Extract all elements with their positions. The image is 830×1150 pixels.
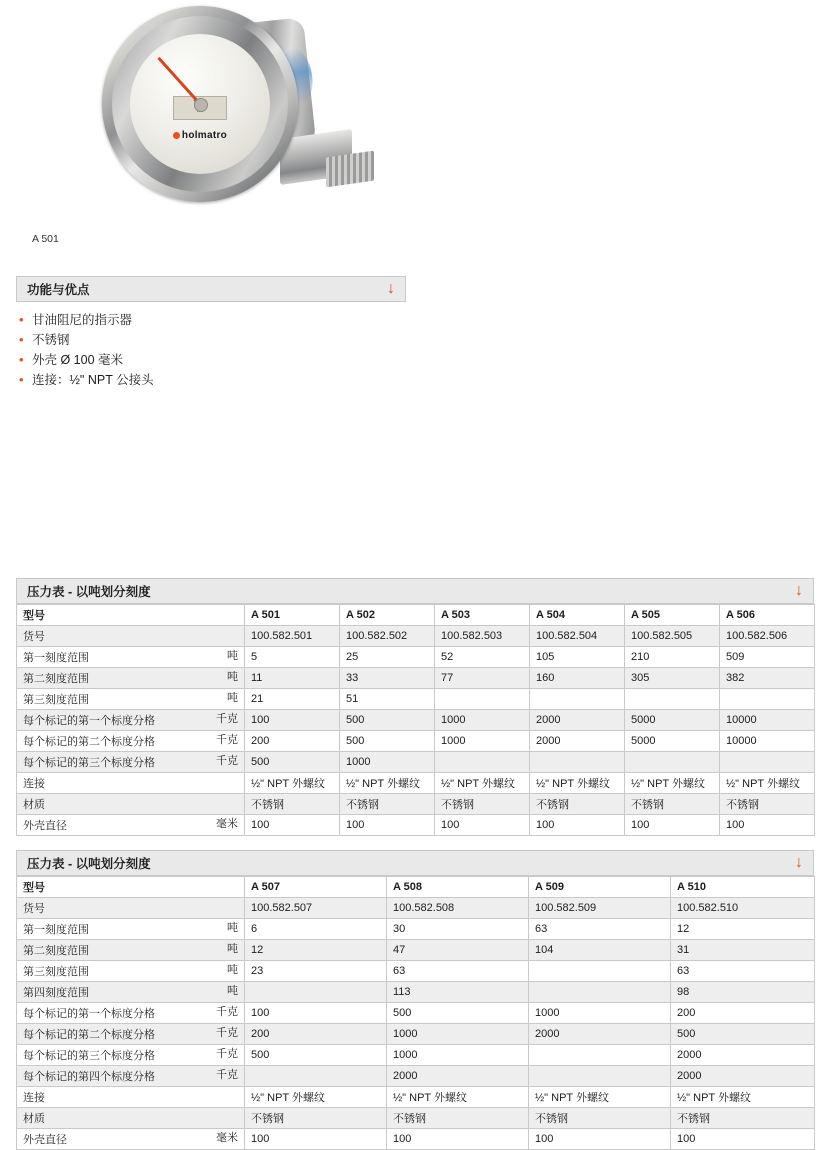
table-row xyxy=(17,1129,815,1150)
row-unit: 吨 xyxy=(227,671,238,683)
table-cell: 21 xyxy=(245,689,340,710)
row-label xyxy=(17,961,245,982)
table-cell xyxy=(720,752,815,773)
table-cell: 100 xyxy=(435,815,530,836)
table-cell: 200 xyxy=(245,1024,387,1045)
list-item: • 外壳 Ø 100 毫米 xyxy=(16,350,814,370)
table-cell: 100 xyxy=(245,710,340,731)
table-cell: 100.582.502 xyxy=(340,626,435,647)
row-unit: 千克 xyxy=(216,755,238,767)
table-cell: 10000 xyxy=(720,731,815,752)
table-cell: 不锈钢 xyxy=(387,1108,529,1129)
row-unit: 千克 xyxy=(216,1048,238,1060)
row-unit: 吨 xyxy=(227,985,238,997)
spec-table-1-header xyxy=(16,578,814,604)
table-row xyxy=(17,773,815,794)
row-label-text: 每个标记的第一个标度分格 xyxy=(23,1008,155,1020)
table-cell: A 507 xyxy=(245,877,387,898)
table-cell: 104 xyxy=(529,940,671,961)
table-row xyxy=(17,794,815,815)
table-cell: 100.582.505 xyxy=(625,626,720,647)
table-row xyxy=(17,940,815,961)
table-row xyxy=(17,731,815,752)
table-cell: A 510 xyxy=(671,877,815,898)
row-label-text: 每个标记的第二个标度分格 xyxy=(23,736,155,748)
row-label-text: 外壳直径 xyxy=(23,1134,67,1146)
row-label xyxy=(17,940,245,961)
table-cell: 63 xyxy=(529,919,671,940)
table-cell: 不锈钢 xyxy=(245,1108,387,1129)
arrow-down-icon: ↓ xyxy=(795,582,803,599)
table-row xyxy=(17,647,815,668)
table-cell: ½" NPT 外螺纹 xyxy=(530,773,625,794)
row-label xyxy=(17,898,245,919)
gauge-dial-face xyxy=(130,34,270,174)
row-label xyxy=(17,605,245,626)
row-label xyxy=(17,794,245,815)
product-caption: A 501 xyxy=(32,233,59,245)
table-row xyxy=(17,815,815,836)
spec-table-2 xyxy=(16,876,815,1150)
row-label-text: 每个标记的第二个标度分格 xyxy=(23,1029,155,1041)
row-label-text: 第二刻度范围 xyxy=(23,673,89,685)
table-cell: 5000 xyxy=(625,710,720,731)
table-cell: 100 xyxy=(530,815,625,836)
table-cell xyxy=(435,752,530,773)
row-unit: 吨 xyxy=(227,943,238,955)
table-row xyxy=(17,605,815,626)
gauge-brand-label: holmatro xyxy=(130,130,270,141)
table-cell: 500 xyxy=(671,1024,815,1045)
table-row xyxy=(17,1045,815,1066)
table-cell: 105 xyxy=(530,647,625,668)
table-cell: 31 xyxy=(671,940,815,961)
table-cell: 509 xyxy=(720,647,815,668)
table-cell: 100.582.509 xyxy=(529,898,671,919)
table-cell: A 505 xyxy=(625,605,720,626)
table-cell: 10000 xyxy=(720,710,815,731)
table-cell: 100.582.510 xyxy=(671,898,815,919)
table-cell xyxy=(625,752,720,773)
table-cell: 2000 xyxy=(671,1045,815,1066)
table-cell: A 508 xyxy=(387,877,529,898)
arrow-down-icon: ↓ xyxy=(795,854,803,871)
table-cell: 200 xyxy=(245,731,340,752)
table-cell: 100 xyxy=(529,1129,671,1150)
product-image xyxy=(16,0,814,245)
table-cell: ½" NPT 外螺纹 xyxy=(625,773,720,794)
table-cell: A 504 xyxy=(530,605,625,626)
table-cell: 100.582.501 xyxy=(245,626,340,647)
table-cell: ½" NPT 外螺纹 xyxy=(340,773,435,794)
gauge-needle-hub xyxy=(194,98,208,112)
row-label xyxy=(17,731,245,752)
table-row xyxy=(17,710,815,731)
row-label-text: 第三刻度范围 xyxy=(23,966,89,978)
table-cell xyxy=(529,1045,671,1066)
row-label-text: 第四刻度范围 xyxy=(23,987,89,999)
table-cell: 100.582.503 xyxy=(435,626,530,647)
table-cell: ½" NPT 外螺纹 xyxy=(245,1087,387,1108)
table-cell: 100.582.504 xyxy=(530,626,625,647)
table-row xyxy=(17,626,815,647)
row-unit: 千克 xyxy=(216,1069,238,1081)
features-section xyxy=(16,276,814,390)
row-label-text: 第二刻度范围 xyxy=(23,945,89,957)
table-cell: 1000 xyxy=(435,710,530,731)
row-unit: 毫米 xyxy=(216,1132,238,1144)
table-cell: 305 xyxy=(625,668,720,689)
row-unit: 千克 xyxy=(216,734,238,746)
list-item: • 连接：½" NPT 公接头 xyxy=(16,370,814,390)
row-label xyxy=(17,752,245,773)
table-cell: 1000 xyxy=(387,1045,529,1066)
table-cell: A 501 xyxy=(245,605,340,626)
row-unit: 千克 xyxy=(216,1027,238,1039)
gauge-threaded-end xyxy=(326,151,374,188)
table-cell: A 509 xyxy=(529,877,671,898)
row-label-text: 每个标记的第四个标度分格 xyxy=(23,1071,155,1083)
table-cell: 不锈钢 xyxy=(625,794,720,815)
list-item: • 不锈钢 xyxy=(16,330,814,350)
table-cell: 100.582.506 xyxy=(720,626,815,647)
row-label xyxy=(17,919,245,940)
table-cell: 2000 xyxy=(530,731,625,752)
table-cell: A 502 xyxy=(340,605,435,626)
table-cell: 382 xyxy=(720,668,815,689)
table-row xyxy=(17,982,815,1003)
table-cell xyxy=(625,689,720,710)
table-cell: 2000 xyxy=(530,710,625,731)
row-label-text: 第一刻度范围 xyxy=(23,924,89,936)
table-cell: 不锈钢 xyxy=(340,794,435,815)
table-cell: 500 xyxy=(245,1045,387,1066)
table-cell: 500 xyxy=(340,710,435,731)
row-unit: 吨 xyxy=(227,692,238,704)
pressure-gauge-illustration xyxy=(94,4,364,224)
table-row xyxy=(17,689,815,710)
table-cell xyxy=(529,1066,671,1087)
table-cell: 63 xyxy=(671,961,815,982)
table-cell: 100.582.508 xyxy=(387,898,529,919)
table-cell: ½" NPT 外螺纹 xyxy=(387,1087,529,1108)
row-label-text: 货号 xyxy=(23,631,45,643)
table-cell xyxy=(529,982,671,1003)
table-cell: 100 xyxy=(625,815,720,836)
table-cell: A 503 xyxy=(435,605,530,626)
row-label-text: 型号 xyxy=(23,882,45,894)
row-label xyxy=(17,668,245,689)
table-cell: 100.582.507 xyxy=(245,898,387,919)
table-cell: 160 xyxy=(530,668,625,689)
table-cell: ½" NPT 外螺纹 xyxy=(529,1087,671,1108)
table-cell: 6 xyxy=(245,919,387,940)
row-label xyxy=(17,982,245,1003)
table-cell: 98 xyxy=(671,982,815,1003)
row-label-text: 材质 xyxy=(23,1113,45,1125)
table-cell xyxy=(530,752,625,773)
table-cell xyxy=(435,689,530,710)
table-cell xyxy=(245,982,387,1003)
table-cell: 100 xyxy=(245,1129,387,1150)
table-cell: 5000 xyxy=(625,731,720,752)
table-row xyxy=(17,668,815,689)
features-title: 功能与优点 xyxy=(27,283,90,297)
table-cell: 52 xyxy=(435,647,530,668)
table-cell xyxy=(245,1066,387,1087)
table-cell: 100 xyxy=(245,1003,387,1024)
table-cell: 100 xyxy=(720,815,815,836)
row-unit: 毫米 xyxy=(216,818,238,830)
spec-table-2-header xyxy=(16,850,814,876)
table-cell: 51 xyxy=(340,689,435,710)
spec-table-1 xyxy=(16,604,815,836)
row-label xyxy=(17,1108,245,1129)
row-unit: 吨 xyxy=(227,650,238,662)
table-cell: 210 xyxy=(625,647,720,668)
table-cell: 33 xyxy=(340,668,435,689)
table-cell: 100 xyxy=(387,1129,529,1150)
row-label-text: 每个标记的第一个标度分格 xyxy=(23,715,155,727)
features-header xyxy=(16,276,406,302)
row-unit: 千克 xyxy=(216,713,238,725)
row-label-text: 每个标记的第三个标度分格 xyxy=(23,757,155,769)
table-row xyxy=(17,961,815,982)
table-cell: 1000 xyxy=(340,752,435,773)
table-row xyxy=(17,1087,815,1108)
arrow-down-icon: ↓ xyxy=(387,280,395,297)
row-label xyxy=(17,647,245,668)
row-label-text: 第三刻度范围 xyxy=(23,694,89,706)
holmatro-logo-icon xyxy=(173,132,180,139)
row-label xyxy=(17,1087,245,1108)
table-cell: 77 xyxy=(435,668,530,689)
table-cell: 63 xyxy=(387,961,529,982)
table-cell: 2000 xyxy=(529,1024,671,1045)
row-label xyxy=(17,1024,245,1045)
row-label xyxy=(17,626,245,647)
row-label xyxy=(17,1003,245,1024)
gauge-bezel-inner xyxy=(112,16,288,192)
table-cell: 1000 xyxy=(435,731,530,752)
table-row xyxy=(17,1003,815,1024)
table-row xyxy=(17,877,815,898)
table-cell xyxy=(720,689,815,710)
row-label xyxy=(17,1045,245,1066)
row-label xyxy=(17,689,245,710)
table-row xyxy=(17,1024,815,1045)
row-label-text: 每个标记的第三个标度分格 xyxy=(23,1050,155,1062)
row-label xyxy=(17,1129,245,1150)
row-label xyxy=(17,773,245,794)
row-unit: 吨 xyxy=(227,922,238,934)
table-cell: 不锈钢 xyxy=(435,794,530,815)
table-row xyxy=(17,1108,815,1129)
table-cell: 不锈钢 xyxy=(720,794,815,815)
spec-table-1-title: 压力表 - 以吨划分刻度 xyxy=(27,585,151,599)
table-cell xyxy=(529,961,671,982)
list-item: • 甘油阻尼的指示器 xyxy=(16,310,814,330)
row-label-text: 材质 xyxy=(23,799,45,811)
row-label-text: 货号 xyxy=(23,903,45,915)
table-cell: 不锈钢 xyxy=(529,1108,671,1129)
table-cell: 11 xyxy=(245,668,340,689)
table-cell: 100 xyxy=(245,815,340,836)
table-cell: 12 xyxy=(671,919,815,940)
table-row xyxy=(17,1066,815,1087)
table-cell: 12 xyxy=(245,940,387,961)
row-unit: 吨 xyxy=(227,964,238,976)
table-cell: 500 xyxy=(245,752,340,773)
table-cell: 5 xyxy=(245,647,340,668)
table-cell: 100 xyxy=(340,815,435,836)
table-row xyxy=(17,919,815,940)
row-label xyxy=(17,877,245,898)
table-cell: 500 xyxy=(387,1003,529,1024)
table-cell: 2000 xyxy=(387,1066,529,1087)
spec-table-block-1 xyxy=(16,578,814,836)
spec-table-block-2 xyxy=(16,850,814,1150)
row-label xyxy=(17,1066,245,1087)
table-cell: 不锈钢 xyxy=(245,794,340,815)
table-cell: 1000 xyxy=(387,1024,529,1045)
table-cell: 47 xyxy=(387,940,529,961)
table-cell xyxy=(530,689,625,710)
row-label xyxy=(17,710,245,731)
table-cell: 不锈钢 xyxy=(671,1108,815,1129)
spec-table-2-title: 压力表 - 以吨划分刻度 xyxy=(27,857,151,871)
table-cell: 1000 xyxy=(529,1003,671,1024)
row-label-text: 第一刻度范围 xyxy=(23,652,89,664)
table-cell: ½" NPT 外螺纹 xyxy=(245,773,340,794)
table-cell: 不锈钢 xyxy=(530,794,625,815)
row-label xyxy=(17,815,245,836)
row-unit: 千克 xyxy=(216,1006,238,1018)
table-cell: 200 xyxy=(671,1003,815,1024)
table-row xyxy=(17,752,815,773)
table-cell: 23 xyxy=(245,961,387,982)
row-label-text: 连接 xyxy=(23,778,45,790)
table-cell: 113 xyxy=(387,982,529,1003)
table-cell: 25 xyxy=(340,647,435,668)
table-cell: 100 xyxy=(671,1129,815,1150)
table-cell: ½" NPT 外螺纹 xyxy=(671,1087,815,1108)
table-row xyxy=(17,898,815,919)
table-cell: A 506 xyxy=(720,605,815,626)
row-label-text: 型号 xyxy=(23,610,45,622)
table-cell: ½" NPT 外螺纹 xyxy=(720,773,815,794)
table-cell: 2000 xyxy=(671,1066,815,1087)
table-cell: 30 xyxy=(387,919,529,940)
features-list xyxy=(16,310,814,390)
row-label-text: 外壳直径 xyxy=(23,820,67,832)
row-label-text: 连接 xyxy=(23,1092,45,1104)
table-cell: ½" NPT 外螺纹 xyxy=(435,773,530,794)
table-cell: 500 xyxy=(340,731,435,752)
gauge-bezel xyxy=(102,6,298,202)
